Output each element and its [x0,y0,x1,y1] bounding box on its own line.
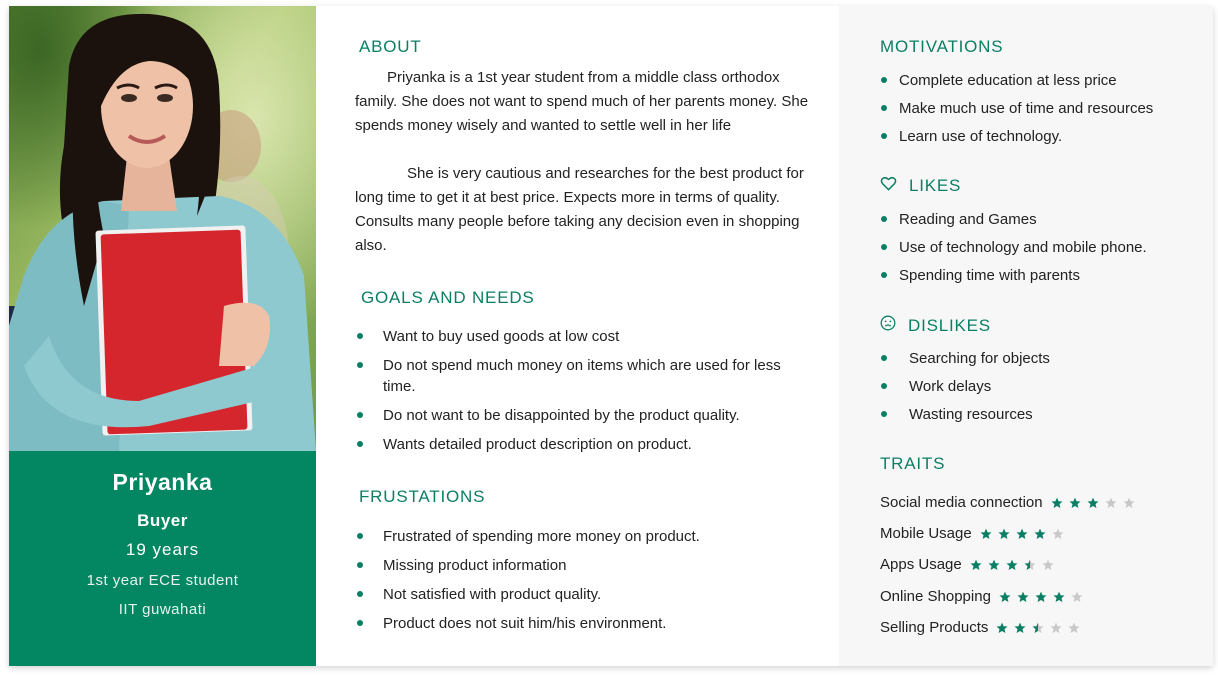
sad-face-icon [880,315,896,336]
bullet-dot-icon [357,333,363,339]
star-filled-icon [1035,591,1047,603]
profile-education: 1st year ECE student [86,572,239,589]
star-filled-icon [996,622,1008,634]
dislikes-item [880,348,1210,369]
star-empty-icon [1071,591,1083,603]
trait-row [880,494,1141,511]
goals-item-text: Wants detailed product description on product. [383,436,692,453]
goals-list [356,326,786,463]
star-rating [970,559,1060,571]
profile-institute: IIT guwahati [118,601,207,618]
trait-label: Social media connection [880,494,1043,511]
about-text [355,66,825,258]
star-empty-icon [1105,497,1117,509]
likes-list [880,209,1210,293]
trait-row [880,525,1070,542]
star-rating [996,622,1086,634]
frustrations-item-text: Frustrated of spending more money on product. [383,528,700,545]
star-filled-icon [998,528,1010,540]
bullet-dot-icon [881,272,887,278]
goals-item-text: Want to buy used goods at low cost [383,328,620,345]
motivations-item [880,98,1210,119]
star-filled-icon [999,591,1011,603]
bullet-dot-icon [357,441,363,447]
trait-label: Apps Usage [880,556,962,573]
trait-label: Mobile Usage [880,525,972,542]
star-filled-icon [1017,591,1029,603]
dislikes-title: DISLIKES [908,315,991,335]
star-empty-icon [1068,622,1080,634]
star-empty-icon [1123,497,1135,509]
trait-row [880,588,1089,605]
profile-age: 19 years [125,540,200,559]
goals-item [356,326,786,347]
frustrations-item [356,526,786,547]
trait-label: Online Shopping [880,588,991,605]
goals-item-text: Do not spend much money on items which are used for less time. [383,357,781,395]
motivations-item-text: Learn use of technology. [899,128,1063,145]
likes-item-text: Spending time with parents [899,267,1080,284]
dislikes-item [880,376,1210,397]
bullet-dot-icon [357,591,363,597]
motivations-item-text: Complete education at less price [899,72,1117,89]
goals-item [356,405,786,426]
likes-item [880,237,1210,258]
star-rating [999,591,1089,603]
trait-row [880,556,1060,573]
likes-item [880,265,1210,286]
goals-heading: GOALS AND NEEDS [361,288,535,307]
star-half-icon [1024,559,1036,571]
likes-item-text: Reading and Games [899,211,1037,228]
profile-info-panel [9,451,316,666]
bullet-dot-icon [881,383,887,389]
frustrations-heading: FRUSTATIONS [359,487,486,506]
details-column [316,6,839,666]
star-filled-icon [1014,622,1026,634]
star-rating [1051,497,1141,509]
profile-name: Priyanka [112,469,213,495]
persona-card [9,6,1213,666]
star-filled-icon [1069,497,1081,509]
star-filled-icon [970,559,982,571]
heart-outline-icon [880,176,897,196]
bullet-dot-icon [357,620,363,626]
star-filled-icon [1016,528,1028,540]
motivations-list [880,70,1210,154]
likes-title: LIKES [909,176,962,195]
frustrations-item [356,584,786,605]
star-filled-icon [980,528,992,540]
likes-item-text: Use of technology and mobile phone. [899,239,1147,256]
goals-item [356,434,786,455]
star-rating [980,528,1070,540]
bullet-dot-icon [881,77,887,83]
dislikes-item-text: Wasting resources [909,406,1033,423]
star-filled-icon [988,559,1000,571]
frustrations-list [356,526,786,642]
bullet-dot-icon [881,105,887,111]
frustrations-item-text: Product does not suit him/his environment. [383,615,667,632]
dislikes-item-text: Searching for objects [909,350,1050,367]
motivations-heading: MOTIVATIONS [880,37,1004,56]
goals-item [356,355,786,397]
profile-column [9,6,316,666]
likes-item [880,209,1210,230]
about-heading: ABOUT [359,37,422,56]
frustrations-item-text: Missing product information [383,557,567,574]
bullet-dot-icon [357,362,363,368]
motivations-item-text: Make much use of time and resources [899,100,1154,117]
motivations-item [880,70,1210,91]
frustrations-item [356,555,786,576]
goals-item-text: Do not want to be disappointed by the product quality. [383,407,740,424]
traits-heading: TRAITS [880,454,946,473]
frustrations-item-text: Not satisfied with product quality. [383,586,602,603]
star-filled-icon [1034,528,1046,540]
star-filled-icon [1087,497,1099,509]
about-paragraph-2: She is very cautious and researches for the best product for long time to get it at best price. Expects more in terms of quality. Consults many people before taking any decision even in shopping also. [355,165,804,254]
likes-heading [880,176,961,196]
star-half-icon [1032,622,1044,634]
star-empty-icon [1042,559,1054,571]
bullet-dot-icon [881,355,887,361]
bullet-dot-icon [357,562,363,568]
star-empty-icon [1052,528,1064,540]
bullet-dot-icon [881,133,887,139]
star-filled-icon [1006,559,1018,571]
star-empty-icon [1050,622,1062,634]
dislikes-item [880,404,1210,425]
bullet-dot-icon [881,244,887,250]
trait-label: Selling Products [880,619,989,636]
about-paragraph-1: Priyanka is a 1st year student from a middle class orthodox family. She does not want to spend much of her parents money. She spends money wisely and wanted to settle well in her life [355,69,809,134]
bullet-dot-icon [357,412,363,418]
dislikes-list [880,348,1210,432]
preferences-column [839,6,1213,666]
trait-row [880,619,1086,636]
bullet-dot-icon [881,411,887,417]
star-filled-icon [1053,591,1065,603]
bullet-dot-icon [357,533,363,539]
motivations-item [880,126,1210,147]
bullet-dot-icon [881,216,887,222]
dislikes-heading [880,315,991,336]
profile-role: Buyer [137,511,188,530]
profile-photo [9,6,316,451]
frustrations-item [356,613,786,634]
dislikes-item-text: Work delays [909,378,992,395]
star-filled-icon [1051,497,1063,509]
